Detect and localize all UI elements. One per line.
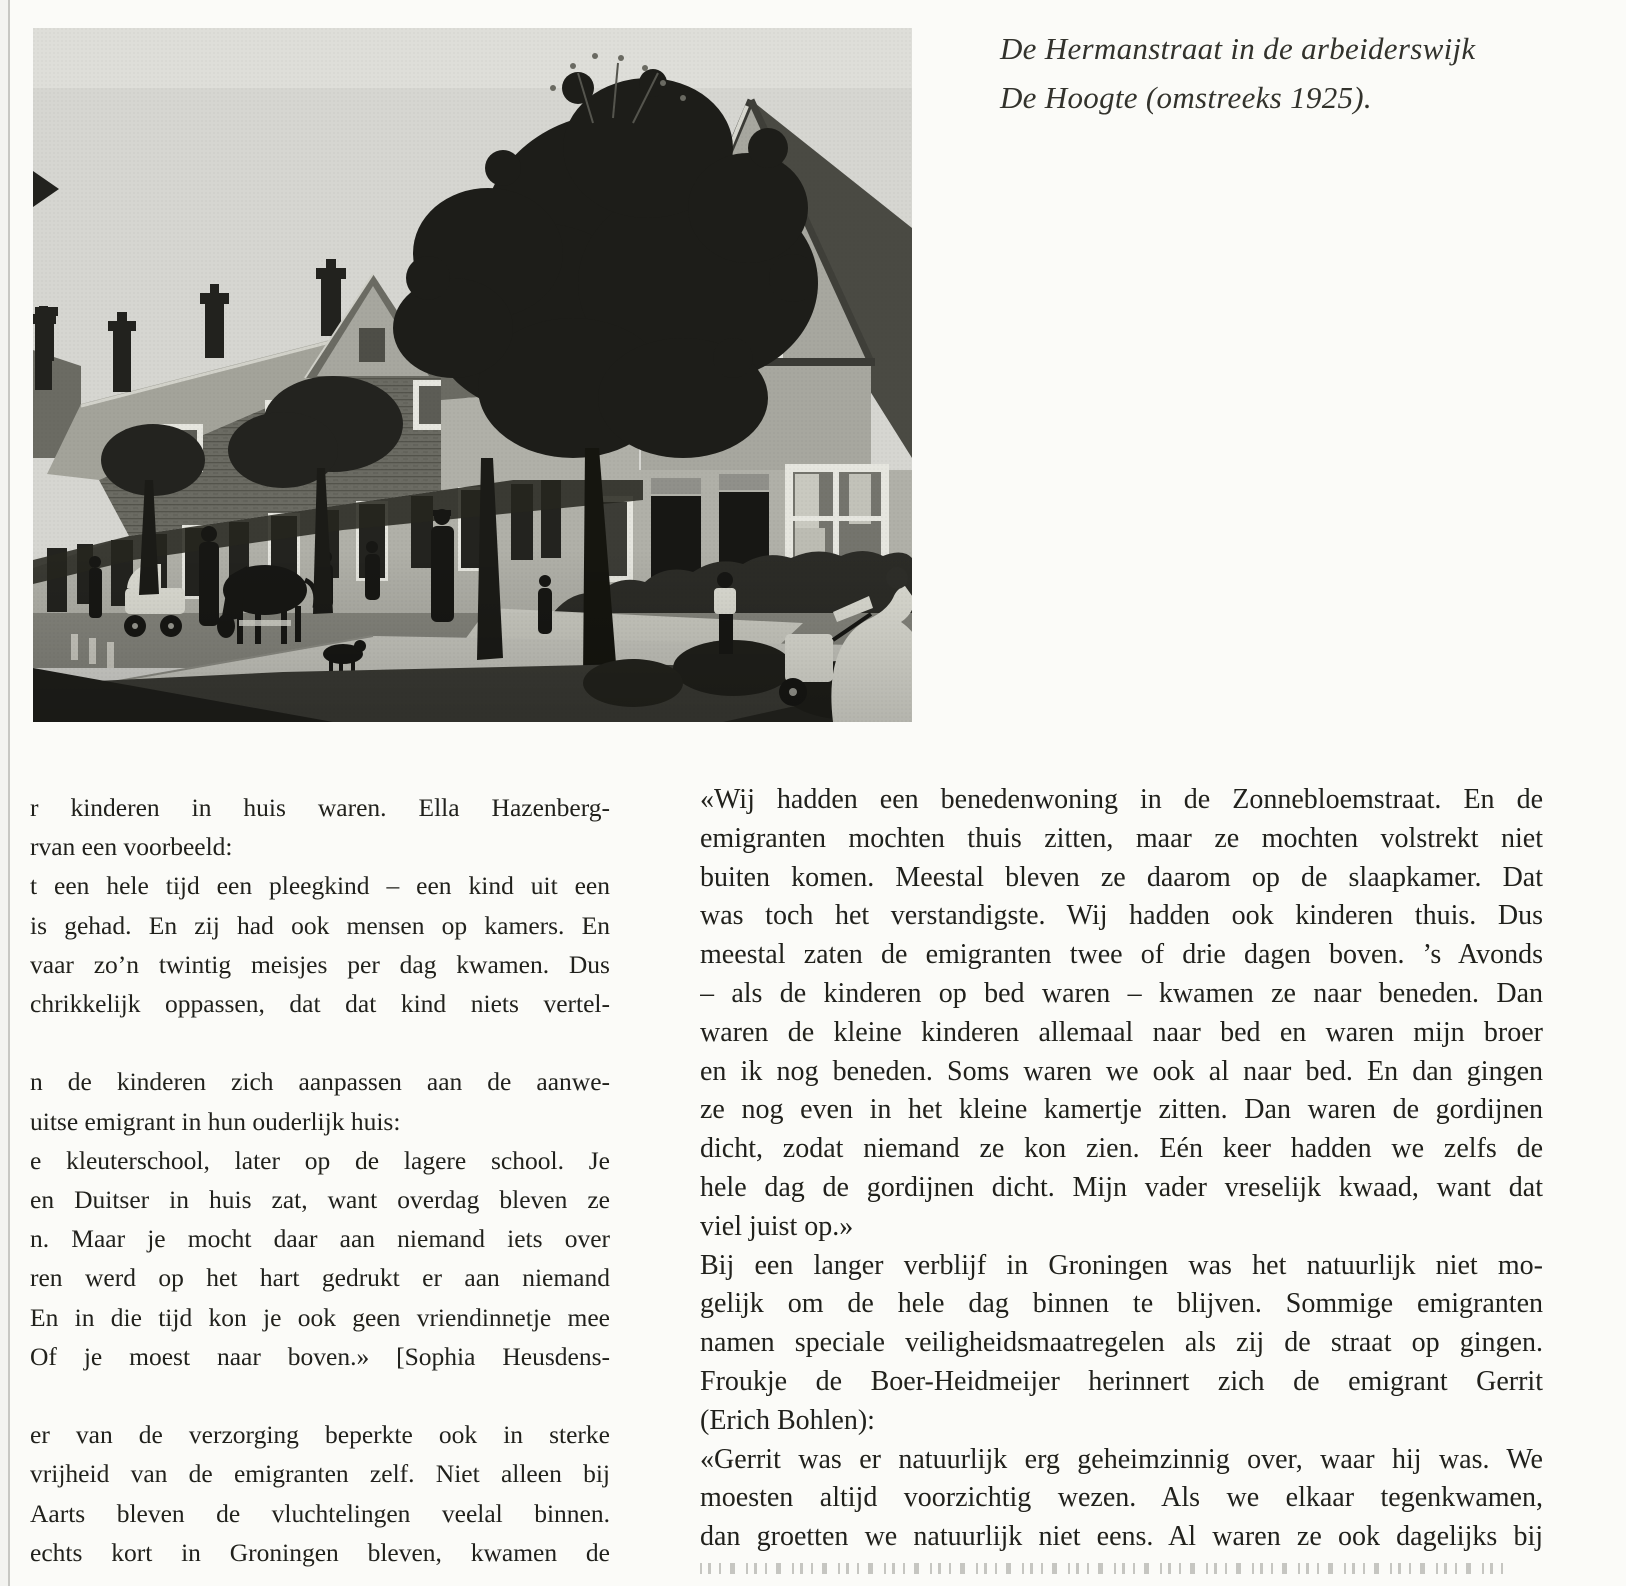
text-line: «Gerrit was er natuurlijk erg geheimzinnig over, waar hij was. We — [700, 1443, 1543, 1475]
text-line: was toch het verstandigste. Wij hadden ook kinderen thuis. Dus — [700, 900, 1543, 932]
text-line: (Erich Bohlen): — [700, 1404, 875, 1436]
text-line: meestal zaten de emigranten twee of drie dagen boven. ’s Avonds — [700, 939, 1543, 971]
text-line: er van de verzorging beperkte ook in sterke — [30, 1420, 610, 1450]
text-line: r kinderen in huis waren. Ella Hazenberg- — [30, 793, 610, 822]
page-scan-edge — [8, 0, 10, 1586]
text-line: Aarts bleven de vluchtelingen veelal binnen. — [30, 1498, 610, 1528]
text-line: chrikkelijk oppassen, dat dat kind niets vertel- — [30, 989, 610, 1019]
text-line: gelijk om de hele dag binnen te blijven. Sommige emigranten — [700, 1288, 1543, 1320]
street-photograph — [33, 28, 912, 722]
photo-caption — [1000, 24, 1560, 122]
text-line: namen speciale veiligheidsmaatregelen als zij de straat op gingen. — [700, 1327, 1543, 1359]
text-line: dicht, zodat niemand ze kon zien. Eén keer hadden we zelfs de — [700, 1133, 1543, 1165]
clipped-text-line — [700, 1563, 1509, 1574]
photo-illustration — [33, 28, 912, 722]
text-line: Bij een langer verblijf in Groningen was het natuurlijk niet mo- — [700, 1249, 1543, 1281]
text-line: t een hele tijd een pleegkind – een kind uit een — [30, 871, 610, 901]
text-line: n de kinderen zich aanpassen aan de aanwe- — [30, 1067, 610, 1097]
text-line: moesten altijd voorzichtig wezen. Als we elkaar tegenkwamen, — [700, 1482, 1543, 1514]
page-left-margin — [0, 0, 8, 1586]
text-line: uitse emigrant in hun ouderlijk huis: — [30, 1106, 401, 1136]
text-line: – als de kinderen op bed waren – kwamen ze naar beneden. Dan — [700, 977, 1543, 1009]
left-text-column — [30, 788, 610, 1572]
caption-line-1: De Hermanstraat in de arbeiderswijk — [1000, 31, 1476, 66]
text-line: «Wij hadden een benedenwoning in de Zonnebloemstraat. En de — [700, 784, 1543, 815]
text-line: Froukje de Boer-Heidmeijer herinnert zich de emigrant Gerrit — [700, 1365, 1543, 1397]
text-line: e kleuterschool, later op de lagere school. Je — [30, 1145, 610, 1175]
text-line: En in die tijd kon je ook geen vriendinnetje mee — [30, 1302, 610, 1332]
text-line: n. Maar je mocht daar aan niemand iets over — [30, 1224, 610, 1254]
text-line: vaar zo’n twintig meisjes per dag kwamen. Dus — [30, 949, 610, 979]
text-line: emigranten mochten thuis zitten, maar ze mochten volstrekt niet — [700, 822, 1543, 854]
caption-line-2: De Hoogte (omstreeks 1925). — [1000, 80, 1372, 115]
text-line: is gehad. En zij had ook mensen op kamers. En — [30, 910, 610, 940]
text-line: rvan een voorbeeld: — [30, 832, 233, 862]
right-text-column — [700, 781, 1543, 1574]
text-line: ren werd op het hart gedrukt er aan niemand — [30, 1263, 610, 1293]
text-line: en ik nog beneden. Soms waren we ook al naar bed. En dan gingen — [700, 1055, 1543, 1087]
text-line: hele dag de gordijnen dicht. Mijn vader vreselijk kwaad, want dat — [700, 1171, 1543, 1203]
text-line: echts kort in Groningen bleven, kwamen de — [30, 1537, 610, 1567]
text-line: en Duitser in huis zat, want overdag bleven ze — [30, 1185, 610, 1215]
text-line: waren de kleine kinderen allemaal naar bed en waren mijn broer — [700, 1016, 1543, 1048]
text-line: dan groetten we natuurlijk niet eens. Al waren ze ook dagelijks bij — [700, 1521, 1543, 1553]
text-line: ze nog even in het kleine kamertje zitten. Dan waren de gordijnen — [700, 1094, 1543, 1126]
text-line: viel juist op.» — [700, 1210, 854, 1242]
text-line: Of je moest naar boven.» [Sophia Heusdens- — [30, 1341, 610, 1371]
text-line: vrijheid van de emigranten zelf. Niet alleen bij — [30, 1459, 610, 1489]
text-line: buiten komen. Meestal bleven ze daarom op de slaapkamer. Dat — [700, 861, 1543, 893]
